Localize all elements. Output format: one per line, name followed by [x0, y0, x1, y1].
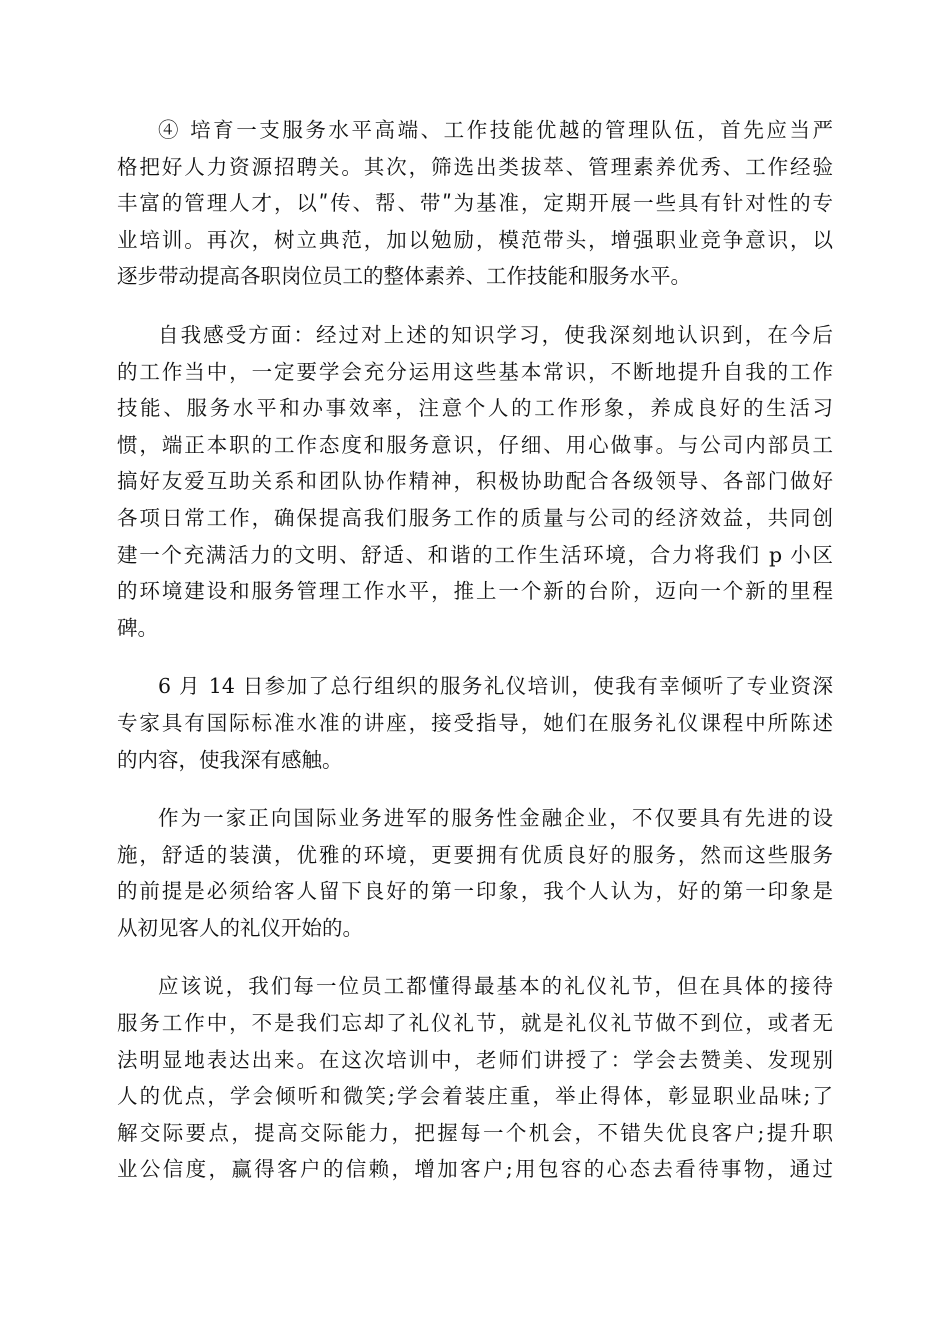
text-line: 碑。 [117, 615, 158, 640]
text-line: 人的优点，学会倾听和微笑;学会着装庄重，举止得体，彰显职业品味;了 [117, 1084, 833, 1109]
text-line: 专家具有国际标准水准的讲座，接受指导，她们在服务礼仪课程中所陈述 [117, 710, 833, 735]
text-line: 业公信度，赢得客户的信赖，增加客户;用包容的心态去看待事物，通过 [117, 1157, 833, 1182]
text-line: 格把好人力资源招聘关。其次，筛选出类拔萃、管理素养优秀、工作经验 [117, 154, 833, 179]
document-body [117, 112, 833, 1210]
text-line: 法明显地表达出来。在这次培训中，老师们讲授了：学会去赞美、发现别 [117, 1047, 833, 1072]
text-line: 的内容，使我深有感触。 [117, 747, 343, 772]
text-line: 逐步带动提高各职岗位员工的整体素养、工作技能和服务水平。 [117, 264, 691, 289]
text-line: 各项日常工作，确保提高我们服务工作的质量与公司的经济效益，共同创 [117, 505, 833, 530]
text-line: 的环境建设和服务管理工作水平，推上一个新的台阶，迈向一个新的里程 [117, 579, 833, 604]
text-line: 服务工作中，不是我们忘却了礼仪礼节，就是礼仪礼节做不到位，或者无 [117, 1011, 833, 1036]
text-line: 自我感受方面：经过对上述的知识学习，使我深刻地认识到，在今后 [158, 322, 833, 347]
paragraph-training-date [117, 668, 833, 778]
text-line: 搞好友爱互助关系和团队协作精神，积极协助配合各级领导、各部门做好 [117, 469, 833, 494]
text-line: 从初见客人的礼仪开始的。 [117, 915, 363, 940]
text-line: 技能、服务水平和办事效率，注意个人的工作形象，养成良好的生活习 [117, 396, 833, 421]
text-line: 作为一家正向国际业务进军的服务性金融企业，不仅要具有先进的设 [158, 806, 833, 831]
paragraph-self-reflection [117, 317, 833, 646]
text-line: 业培训。再次，树立典范，加以勉励，模范带头，增强职业竞争意识，以 [117, 227, 833, 252]
text-line: 建一个充满活力的文明、舒适、和谐的工作生活环境，合力将我们 p 小区 [117, 542, 833, 567]
text-line: 丰富的管理人才，以ʺ传、帮、带ʺ为基准，定期开展一些具有针对性的专 [117, 191, 833, 216]
text-line: ④ 培育一支服务水平高端、工作技能优越的管理队伍，首先应当严 [158, 118, 833, 142]
paragraph-first-impression [117, 800, 833, 946]
text-line: 解交际要点，提高交际能力，把握每一个机会，不错失优良客户;提升职 [117, 1120, 833, 1145]
text-line: 的工作当中，一定要学会充分运用这些基本常识，不断地提升自我的工作 [117, 359, 833, 384]
text-line: 应该说，我们每一位员工都懂得最基本的礼仪礼节，但在具体的接待 [158, 974, 833, 999]
text-line: 6 月 14 日参加了总行组织的服务礼仪培训，使我有幸倾听了专业资深 [158, 674, 833, 699]
text-line: 惯，端正本职的工作态度和服务意识，仔细、用心做事。与公司内部员工 [117, 432, 833, 457]
text-line: 施，舒适的装潢，优雅的环境，更要拥有优质良好的服务，然而这些服务 [117, 842, 833, 867]
paragraph-management-team [117, 112, 833, 295]
paragraph-etiquette [117, 968, 833, 1188]
text-line: 的前提是必须给客人留下良好的第一印象，我个人认为，好的第一印象是 [117, 879, 833, 904]
